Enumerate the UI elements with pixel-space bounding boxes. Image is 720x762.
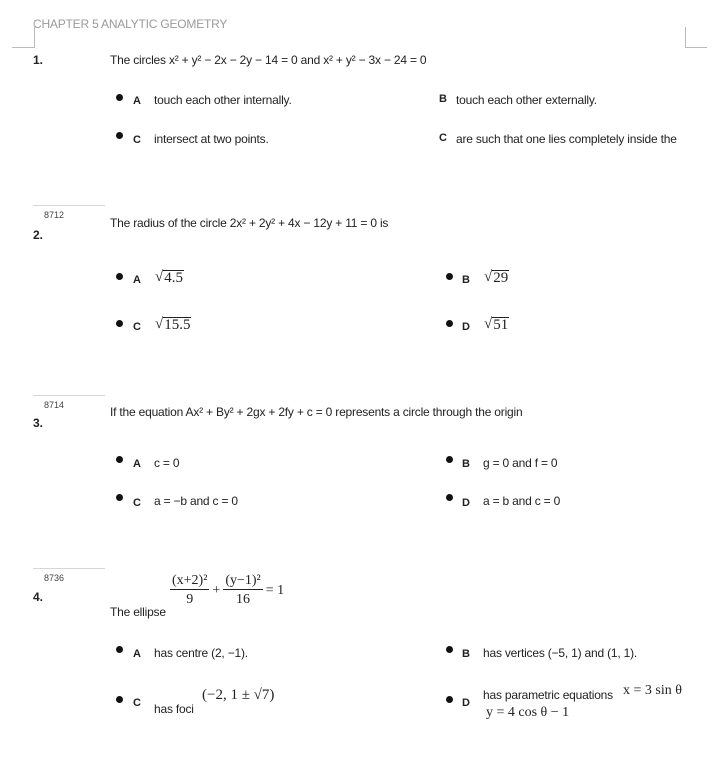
question-divider (33, 205, 105, 206)
ellipse-rhs: = 1 (265, 582, 285, 598)
option-bullet (446, 494, 453, 501)
option-bullet (116, 132, 123, 139)
ellipse-plus: + (212, 582, 221, 598)
q4-option-c-foci[interactable]: (−2, 1 ± √7) (202, 687, 275, 703)
option-bullet (446, 320, 453, 327)
sqrt-icon: √ (155, 316, 164, 332)
q1-option-a[interactable]: touch each other internally. (154, 93, 292, 107)
ellipse-numerator-1: (x+2)² (172, 573, 208, 588)
sqrt-icon: √ (155, 269, 164, 285)
q4-option-a[interactable]: has centre (2, −1). (154, 646, 248, 660)
q3-option-c[interactable]: a = −b and c = 0 (154, 494, 238, 508)
radicand: 15.5 (164, 317, 191, 333)
question-1-equation-1: x² + y² − 2x − 2y − 14 = 0 (168, 53, 298, 67)
option-letter: D (462, 697, 470, 709)
option-bullet (446, 456, 453, 463)
ellipse-denominator-1: 9 (186, 592, 194, 607)
option-letter: C (439, 132, 447, 144)
q4-option-d-y-equation: y = 4 cos θ − 1 (486, 705, 570, 720)
ellipse-fraction-1 (170, 573, 209, 608)
question-2-equation: 2x² + 2y² + 4x − 12y + 11 = 0 (229, 216, 377, 230)
q4-option-c-text[interactable]: has foci (154, 702, 194, 716)
question-divider (33, 568, 105, 569)
question-3-text (110, 405, 522, 419)
option-bullet (116, 320, 123, 327)
q2-option-c[interactable] (155, 317, 191, 332)
option-letter: B (462, 274, 470, 286)
q2-option-d[interactable] (484, 317, 509, 332)
q4-option-d-text[interactable]: has parametric equations (483, 688, 613, 702)
q3-option-d[interactable]: a = b and c = 0 (483, 494, 561, 508)
option-letter: C (133, 134, 141, 146)
page-corner-mark-left (12, 20, 35, 48)
radicand: 29 (493, 270, 509, 286)
q1-option-b[interactable]: touch each other externally. (456, 93, 597, 107)
q4-option-d-x-equation: x = 3 sin θ (623, 683, 682, 698)
question-2-suffix: is (376, 216, 389, 230)
radicand: 4.5 (164, 270, 183, 286)
ellipse-fraction-2 (223, 573, 262, 608)
sqrt-icon: √ (484, 316, 493, 332)
question-3-equation: Ax² + By² + 2gx + 2fy + c = 0 (185, 405, 333, 419)
question-1-and: and (297, 53, 324, 67)
option-bullet (116, 696, 123, 703)
question-3-prefix: If the equation (110, 405, 186, 419)
option-letter: B (462, 648, 470, 660)
option-letter: C (133, 321, 141, 333)
option-letter: B (462, 458, 470, 470)
option-letter: C (133, 497, 141, 509)
q4-option-b[interactable]: has vertices (−5, 1) and (1, 1). (483, 646, 638, 660)
question-1-number: 1. (33, 53, 44, 67)
ellipse-equation (170, 573, 284, 608)
question-4-text: The ellipse (110, 605, 166, 619)
q1-option-c[interactable]: intersect at two points. (154, 132, 269, 146)
option-bullet (116, 94, 123, 101)
option-letter: D (462, 497, 470, 509)
option-letter: A (133, 274, 141, 286)
q3-option-b[interactable]: g = 0 and f = 0 (483, 456, 558, 470)
option-letter: D (462, 321, 470, 333)
option-bullet (446, 273, 453, 280)
sqrt-icon: √ (484, 269, 493, 285)
question-4-number: 4. (33, 590, 44, 604)
question-3-suffix: represents a circle through the origin (332, 405, 523, 419)
page-corner-mark-right (685, 27, 707, 48)
question-4-id: 8736 (44, 573, 65, 583)
question-3-number: 3. (33, 416, 44, 430)
option-bullet (116, 456, 123, 463)
q1-option-d[interactable]: are such that one lies completely inside the (456, 132, 677, 146)
option-bullet (116, 646, 123, 653)
option-letter: B (439, 93, 447, 105)
question-2-id: 8712 (44, 210, 65, 220)
question-2-prefix: The radius of the circle (110, 216, 230, 230)
question-divider (33, 395, 105, 396)
question-1-equation-2: x² + y² − 3x − 24 = 0 (323, 53, 427, 67)
question-2-number: 2. (33, 228, 44, 242)
option-letter: A (133, 95, 141, 107)
ellipse-denominator-2: 16 (236, 592, 251, 607)
question-1-prefix: The circles (110, 53, 169, 67)
question-1-text (110, 53, 426, 67)
q2-option-b[interactable] (484, 270, 509, 285)
option-letter: A (133, 648, 141, 660)
q3-option-a[interactable]: c = 0 (154, 456, 180, 470)
option-bullet (446, 696, 453, 703)
ellipse-numerator-2: (y−1)² (225, 573, 261, 588)
q2-option-a[interactable] (155, 270, 184, 285)
option-bullet (116, 273, 123, 280)
question-2-text (110, 216, 388, 230)
option-bullet (446, 646, 453, 653)
question-3-id: 8714 (44, 400, 65, 410)
radicand: 51 (493, 317, 509, 333)
option-letter: C (133, 697, 141, 709)
option-letter: A (133, 458, 141, 470)
chapter-header: CHAPTER 5 ANALYTIC GEOMETRY (33, 17, 228, 31)
option-bullet (116, 494, 123, 501)
